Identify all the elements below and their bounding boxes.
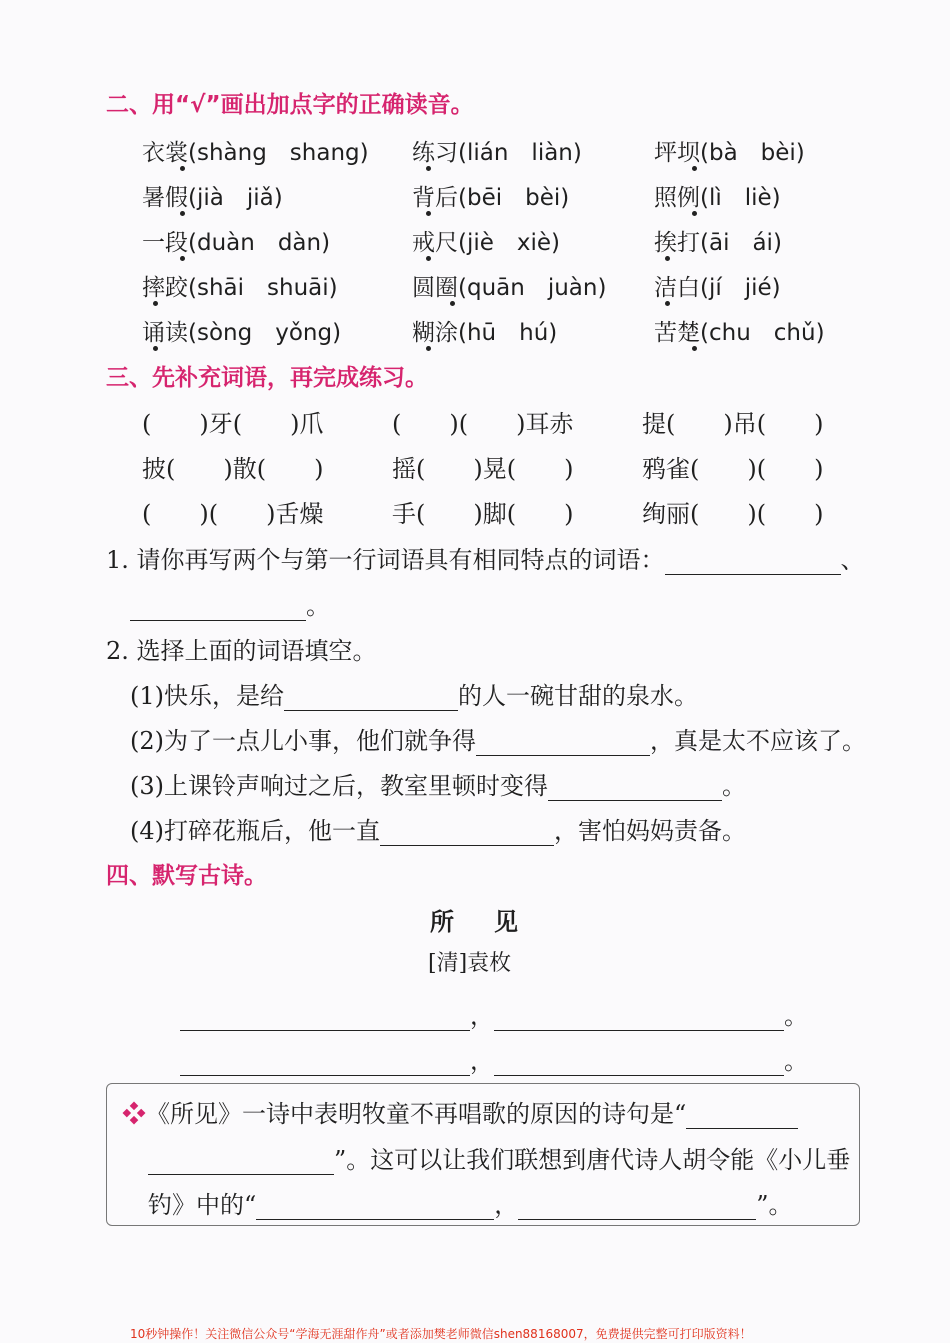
period: 。 [784, 1002, 808, 1030]
answer-blank[interactable] [180, 1006, 470, 1031]
pinyin-item: 背后(bēi bèi) [412, 185, 570, 211]
question-1-continued [130, 586, 330, 621]
idiom-item: 手( )脚( ) [392, 500, 574, 528]
answer-blank[interactable] [665, 550, 841, 575]
pinyin-item: 挨打(āi ái) [654, 230, 782, 256]
poem-title: 所见 [430, 907, 558, 936]
fill-item-before: (1)快乐，是给 [130, 682, 284, 710]
pinyin-item: 诵读(sòng yǒng) [142, 320, 342, 346]
emphasis-dot [665, 256, 670, 261]
footer-note: 10秒钟操作！关注微信公众号“学海无涯甜作舟”或者添加樊老师微信shen88168007，免费提供完整可打印版资料！ [130, 1327, 752, 1341]
section4-heading: 四、默写古诗。 [106, 863, 267, 889]
idiom-item: 披( )散( ) [142, 455, 324, 483]
idiom-item: 提( )吊( ) [642, 410, 824, 438]
answer-blank[interactable] [180, 1051, 470, 1076]
pinyin-item: 坪坝(bà bèi) [654, 140, 805, 166]
pinyin-item: 戒尺(jiè xiè) [412, 230, 561, 256]
emphasis-dot [426, 256, 431, 261]
fill-item-before: (2)为了一点儿小事，他们就争得 [130, 727, 476, 755]
poem-author: [清]袁枚 [428, 951, 512, 976]
pinyin-item: 练习(lián liàn) [412, 140, 582, 166]
fill-item-before: (4)打碎花瓶后，他一直 [130, 817, 380, 845]
emphasis-dot [450, 301, 455, 306]
pinyin-item: 摔跤(shāi shuāi) [142, 275, 338, 301]
question-2: 2. 选择上面的词语填空。 [106, 637, 377, 665]
fill-item [130, 766, 746, 801]
answer-blank[interactable] [494, 1051, 784, 1076]
poem-line [180, 996, 808, 1031]
emphasis-dot [665, 301, 670, 306]
box-text: 钓》中的“ [148, 1191, 257, 1219]
emphasis-dot [692, 211, 697, 216]
answer-blank[interactable] [148, 1150, 334, 1175]
fill-item-after: ，害怕妈妈责备。 [554, 817, 746, 845]
pinyin-item: 暑假(jià jiǎ) [142, 185, 283, 211]
fill-item-after: 。 [722, 772, 746, 800]
answer-blank[interactable] [548, 776, 722, 801]
section3-heading: 三、先补充词语，再完成练习。 [106, 365, 428, 391]
question-1-text: 1. 请你再写两个与第一行词语具有相同特点的词语： [106, 546, 665, 574]
idiom-item: ( )( )舌燥 [142, 500, 324, 528]
answer-blank[interactable] [284, 686, 458, 711]
idiom-item: 鸦雀( )( ) [642, 455, 824, 483]
fill-item [130, 811, 746, 846]
question-1 [106, 540, 865, 575]
emphasis-dot [426, 346, 431, 351]
separator: 、 [840, 546, 865, 574]
pinyin-item: 糊涂(hū hú) [412, 320, 558, 346]
comma: ， [470, 1047, 494, 1075]
answer-blank[interactable] [494, 1006, 784, 1031]
answer-blank[interactable] [518, 1195, 756, 1220]
period: 。 [306, 592, 330, 620]
comma: ， [494, 1191, 519, 1219]
emphasis-dot [180, 211, 185, 216]
fill-item [130, 721, 866, 756]
emphasis-dot [426, 211, 431, 216]
emphasis-dot [153, 301, 158, 306]
pinyin-item: 苦楚(chu chǔ) [654, 320, 825, 346]
poem-line [180, 1041, 808, 1076]
emphasis-dot [153, 346, 158, 351]
emphasis-dot [692, 346, 697, 351]
section2-heading: 二、用“√”画出加点字的正确读音。 [106, 92, 474, 118]
idiom-item: ( )( )耳赤 [392, 410, 574, 438]
fill-item-before: (3)上课铃声响过之后，教室里顿时变得 [130, 772, 548, 800]
answer-blank[interactable] [256, 1195, 494, 1220]
box-text: ”。这可以让我们联想到唐代诗人胡令能《小儿垂 [334, 1146, 851, 1174]
answer-blank[interactable] [130, 596, 306, 621]
period: 。 [784, 1047, 808, 1075]
box-line-1 [122, 1094, 798, 1129]
pinyin-item: 一段(duàn dàn) [142, 230, 331, 256]
pinyin-item: 圆圈(quān juàn) [412, 275, 607, 301]
box-text: ”。 [756, 1191, 793, 1219]
fill-item [130, 676, 698, 711]
emphasis-dot [180, 256, 185, 261]
idiom-item: 摇( )晃( ) [392, 455, 574, 483]
diamond-icon: ❖ [122, 1100, 146, 1128]
fill-item-after: ，真是太不应该了。 [650, 727, 866, 755]
pinyin-item: 照例(lì liè) [654, 185, 781, 211]
emphasis-dot [426, 166, 431, 171]
emphasis-dot [692, 166, 697, 171]
pinyin-item: 衣裳(shàng shang) [142, 140, 369, 166]
idiom-item: ( )牙( )爪 [142, 410, 324, 438]
box-text: 《所见》一诗中表明牧童不再唱歌的原因的诗句是“ [146, 1100, 687, 1128]
answer-blank[interactable] [476, 731, 650, 756]
answer-blank[interactable] [686, 1104, 798, 1129]
pinyin-item: 洁白(jí jié) [654, 275, 781, 301]
comma: ， [470, 1002, 494, 1030]
idiom-item: 绚丽( )( ) [642, 500, 824, 528]
emphasis-dot [180, 166, 185, 171]
fill-item-after: 的人一碗甘甜的泉水。 [458, 682, 698, 710]
answer-blank[interactable] [380, 821, 554, 846]
box-line-3 [148, 1185, 793, 1220]
box-line-2 [148, 1140, 850, 1175]
